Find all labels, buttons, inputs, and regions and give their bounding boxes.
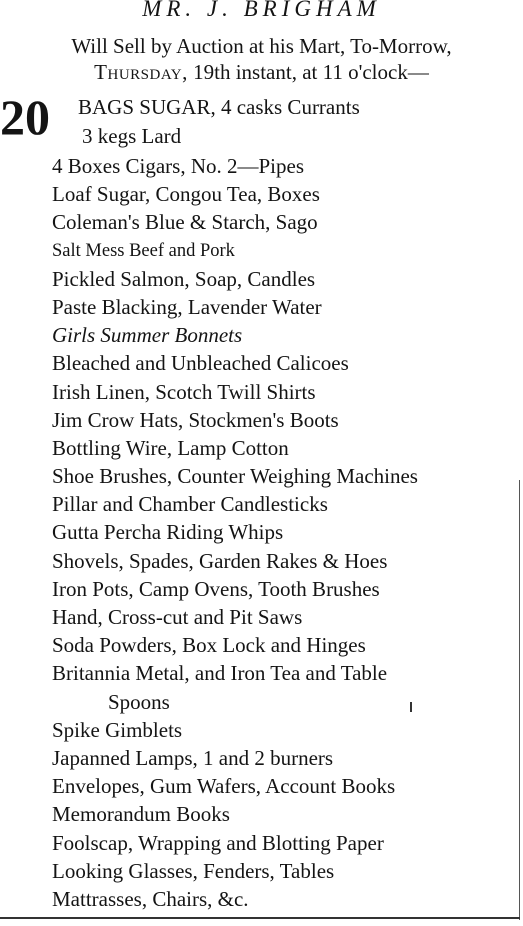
intro-line-1: Will Sell by Auction at his Mart, To-Morrow,	[71, 34, 452, 58]
list-item: Gutta Percha Riding Whips	[52, 520, 284, 545]
list-item: Paste Blacking, Lavender Water	[52, 294, 322, 319]
list-item: Jim Crow Hats, Stockmen's Boots	[52, 407, 339, 432]
intro-date-time: 19th instant, at 11 o'clock—	[187, 60, 429, 84]
lead-quantity: 20	[0, 89, 50, 145]
lead-item-line-2: 3 kegs Lard	[82, 124, 182, 148]
list-item: Coleman's Blue & Starch, Sago	[52, 210, 318, 235]
list-item: Loaf Sugar, Congou Tea, Boxes	[52, 182, 320, 207]
list-item: 4 Boxes Cigars, No. 2—Pipes	[52, 154, 304, 178]
auctioneer-heading: MR. J. BRIGHAM	[142, 0, 381, 21]
list-item: Foolscap, Wrapping and Blotting Paper	[52, 830, 384, 855]
list-item: Salt Mess Beef and Pork	[52, 240, 235, 261]
list-item: Looking Glasses, Fenders, Tables	[52, 858, 335, 883]
list-item: Memorandum Books	[52, 802, 230, 827]
intro-weekday: Thursday,	[94, 60, 188, 84]
print-speck	[410, 702, 412, 712]
list-item: Girls Summer Bonnets	[52, 323, 243, 348]
list-item: Irish Linen, Scotch Twill Shirts	[52, 379, 316, 404]
list-item: Mattrasses, Chairs, &c.	[52, 886, 249, 911]
list-item: Japanned Lamps, 1 and 2 burners	[52, 745, 334, 770]
list-item: Bottling Wire, Lamp Cotton	[52, 435, 289, 460]
list-item: Soda Powders, Box Lock and Hinges	[52, 633, 366, 658]
list-item: Pickled Salmon, Soap, Candles	[52, 266, 316, 291]
list-item: Envelopes, Gum Wafers, Account Books	[52, 774, 396, 799]
list-item: Spoons	[108, 689, 170, 714]
list-item: Bleached and Unbleached Calicoes	[52, 351, 349, 376]
intro-line-2	[0, 59, 523, 85]
lead-item-line-1: BAGS SUGAR, 4 casks Currants	[78, 95, 360, 119]
column-rule-bottom	[0, 917, 520, 919]
column-rule-vertical	[519, 480, 520, 920]
list-item: Shoe Brushes, Counter Weighing Machines	[52, 464, 418, 489]
list-item: Shovels, Spades, Garden Rakes & Hoes	[52, 548, 388, 573]
list-item: Hand, Cross-cut and Pit Saws	[52, 605, 303, 629]
list-item: Iron Pots, Camp Ovens, Tooth Brushes	[52, 576, 380, 601]
list-item: Spike Gimblets	[52, 717, 183, 742]
item-list	[52, 152, 418, 913]
list-item: Britannia Metal, and Iron Tea and Table	[52, 661, 388, 686]
list-item: Pillar and Chamber Candlesticks	[52, 492, 328, 517]
